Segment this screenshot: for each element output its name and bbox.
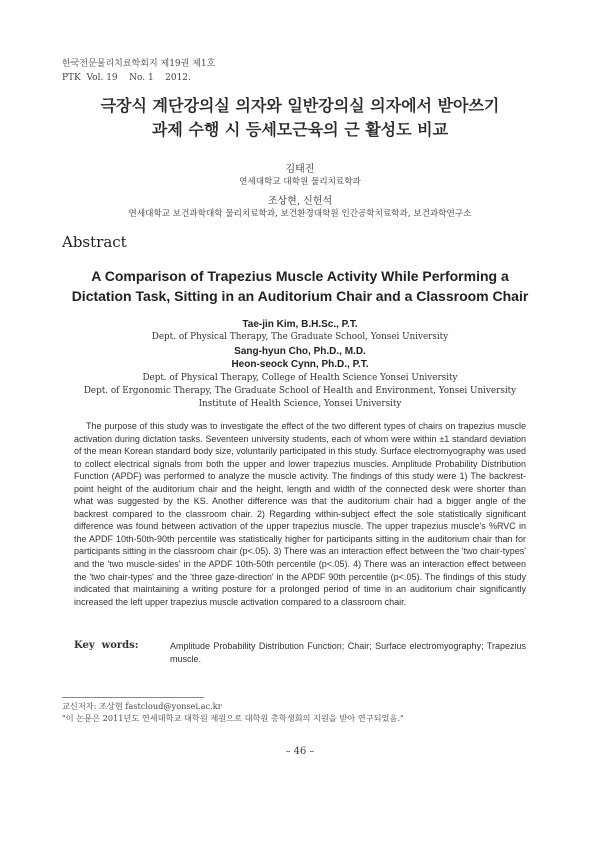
korean-affiliation-1: 연세대학교 대학원 물리치료학과: [239, 177, 361, 187]
footnotes: [62, 700, 404, 724]
abstract-heading: Abstract: [62, 233, 127, 251]
korean-title: [0, 94, 600, 142]
keywords-text: Amplitude Probability Distribution Function; Chair; Surface electromyography; Trapezius muscle.: [170, 641, 526, 664]
english-affiliation-3: Dept. of Ergonomic Therapy, The Graduate School of Health and Environment, Yonsei University: [83, 386, 517, 397]
english-affiliation-2: Dept. of Physical Therapy, College of Health Science Yonsei University: [142, 372, 458, 383]
page-number: – 46 –: [285, 746, 315, 757]
english-author-2: Sang-hyun Cho, Ph.D., M.D.: [234, 345, 366, 357]
english-author-block: [0, 318, 600, 412]
english-title: [0, 266, 600, 306]
journal-header-volume: PTK Vol. 19 No. 1 2012.: [62, 73, 191, 83]
footnote-funding: "이 논문은 2011년도 연세대학교 대학원 제원으로 대학원 총학생회의 지원을 받아 연구되었음.": [62, 713, 404, 723]
korean-title-line2: 과제 수행 시 등세모근육의 근 활성도 비교: [151, 120, 449, 139]
english-author-1: Tae-jin Kim, B.H.Sc., P.T.: [242, 319, 358, 330]
english-author-3: Heon-seock Cynn, Ph.D., P.T.: [231, 359, 369, 371]
journal-header: [62, 57, 215, 85]
korean-title-line1: 극장식 계단강의실 의자와 일반강의실 의자에서 받아쓰기: [100, 96, 500, 115]
korean-author-2: 조상현, 신헌석: [267, 196, 333, 207]
journal-header-korean: 한국전문물리치료학회지 제19권 제1호: [62, 59, 216, 69]
footnote-divider: [62, 697, 204, 698]
abstract-body: [74, 420, 526, 608]
english-affiliation-1: Dept. of Physical Therapy, The Graduate School, Yonsei University: [151, 332, 449, 343]
english-title-line2: Dictation Task, Sitting in an Auditorium Chair and a Classroom Chair: [71, 288, 529, 304]
footnote-corresponding-author: 교신저자: 조상현 fastcloud@yonsei.ac.kr: [62, 701, 222, 711]
abstract-paragraph: The purpose of this study was to investigate the effect of the two different types of chairs on trapezius muscle activation during dictation tasks. Seventeen university students, each of whom were within ±1 standard deviation of the mean Korean standard body size, voluntarily participated in this study. Surface electromyography was used to collect electrical signals from both the upper and lower trapezius muscles. Amplitude Probability Distribution Function (APDF) was performed to analyze the muscle activity. The findings of this study were 1) The backrest-point height of the auditorium chair and the height, length and width of the connected desk were shorter than what was suggested by the KS. Another difference was that the auditorium chair had a bigger angle of the backrest compared to the classroom chair. 2) Regarding within-subject effect the sole statistically significant difference was found between activation of the upper trapezius muscle. The upper trapezius muscle's %RVC in the APDF 10th-50th-90th percentile was statistically higher for participants sitting in the auditorium chair than for participants sitting in the classroom chair (p<.05). 3) There was an interaction effect between the 'two chair-types' and the 'two muscle-sides' in the APDF 10th-50th percentile (p<.05). 4) There was an interaction effect between the 'two chair-types' and the 'three gaze-direction' in the APDF 90th percentile (p<.05). The findings of this study indicated that maintaining a writing posture for a prolonged period of time in an auditorium chair significantly increased the left upper trapezius muscle activation compared to a classroom chair.: [74, 421, 526, 607]
korean-affiliation-2: 연세대학교 보건과학대학 물리치료학과, 보건환경대학원 인간공학치료학과, 보건과학연구소: [128, 209, 472, 219]
keywords: [74, 640, 526, 665]
korean-author-1: 김태진: [285, 164, 315, 175]
english-title-line1: A Comparison of Trapezius Muscle Activity While Performing a: [91, 268, 509, 284]
english-affiliation-4: Institute of Health Science, Yonsei University: [198, 399, 402, 410]
keywords-label: Key words:: [74, 640, 139, 651]
